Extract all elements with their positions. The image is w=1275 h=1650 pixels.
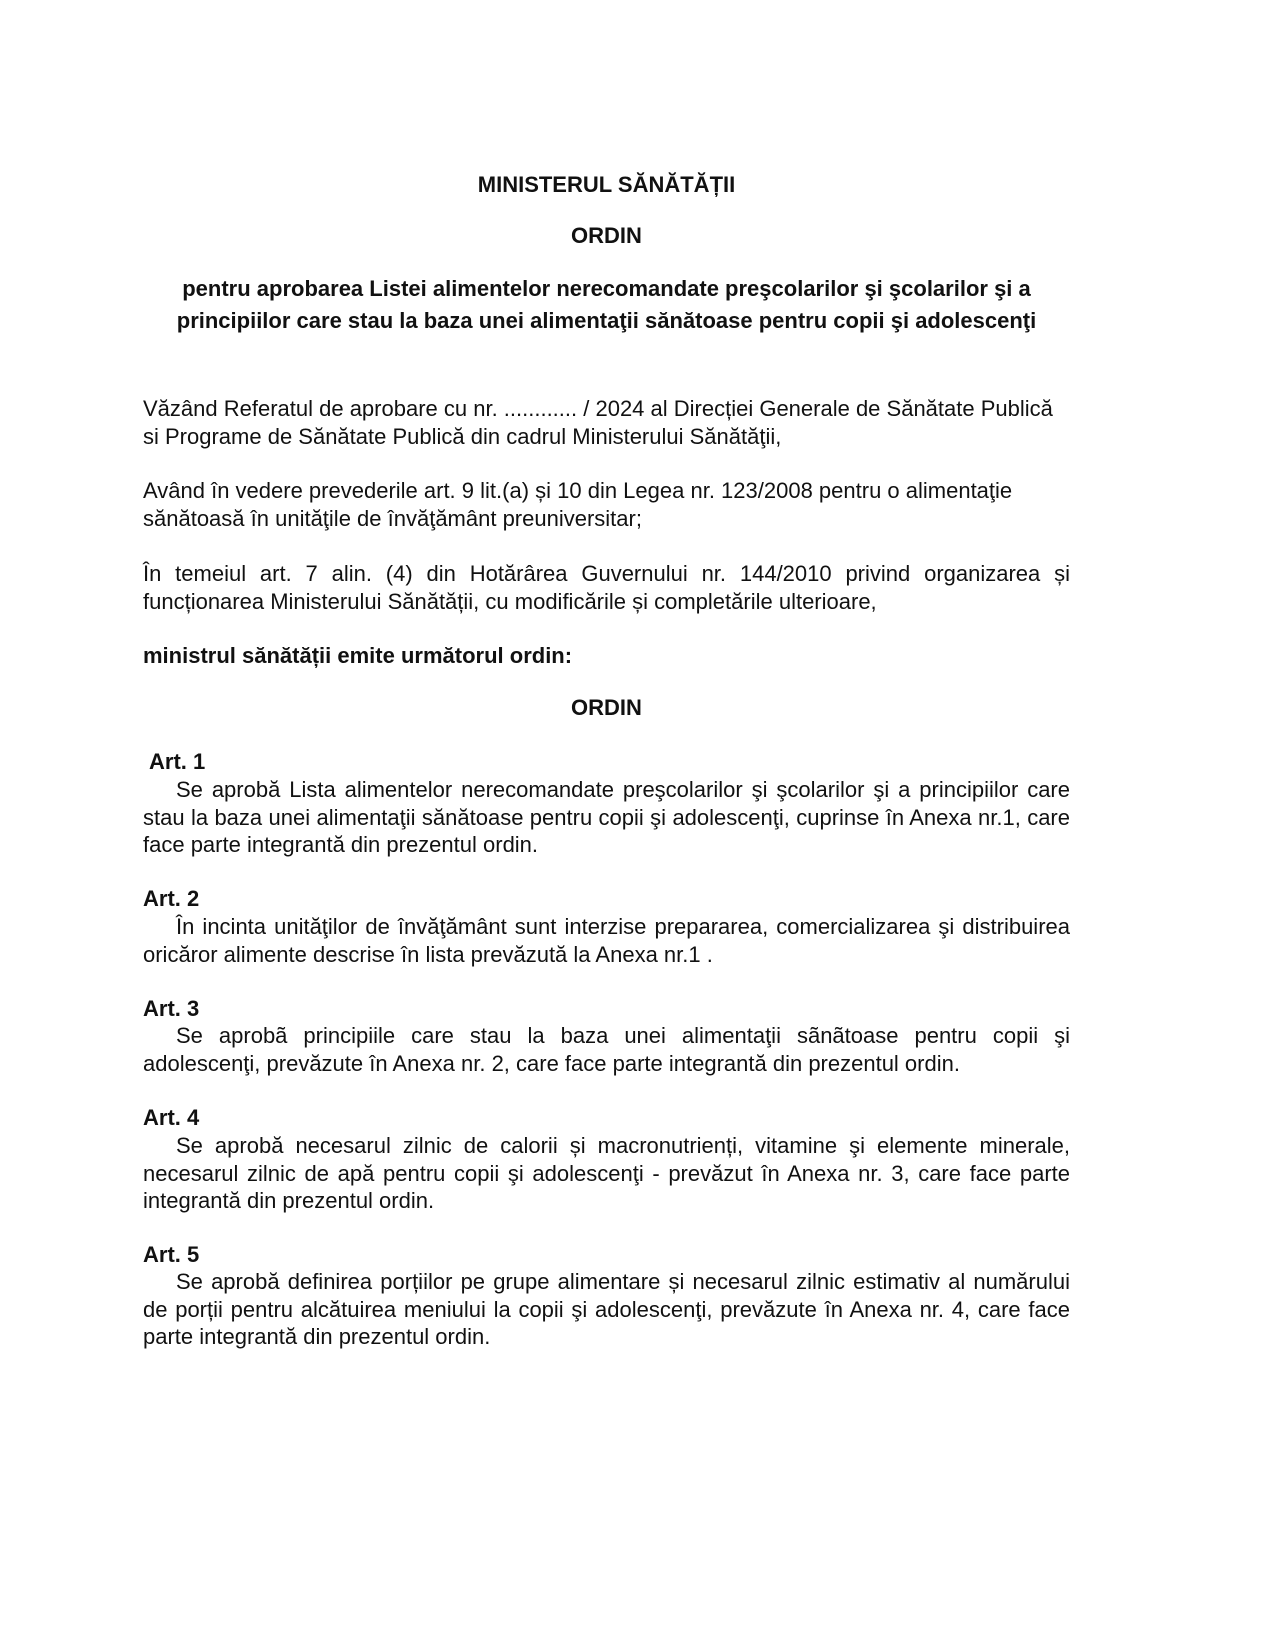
preamble-referat: Văzând Referatul de aprobare cu nr. ............ / 2024 al Direcției Generale de Sănătate Publică si Programe de Sănătate Publică din cadrul Ministerului Sănătăţii, [143, 396, 1053, 449]
article-5-title: Art. 5 [143, 1242, 200, 1267]
article-4-title: Art. 4 [143, 1105, 200, 1130]
article-5-text: Se aprobă definirea porțiilor pe grupe alimentare și necesarul zilnic estimativ al numărului de porții pentru alcătuirea meniului la copii şi adolescenţi, prevăzute în Anexa nr. 4, care face parte integrantă din prezentul ordin. [143, 1269, 1070, 1349]
order-heading: ORDIN [571, 695, 642, 720]
article-1-text: Se aprobă Lista alimentelor nerecomandate preşcolarilor şi şcolarilor şi a principiilor care stau la baza unei alimentaţii sănătoase pentru copii şi adolescenţi, cuprinse în Anexa nr.1, care face parte integrantă din prezentul ordin. [143, 777, 1070, 857]
article-4-text: Se aprobă necesarul zilnic de calorii și macronutrienți, vitamine şi elemente minerale, necesarul zilnic de apă pentru copii şi adolescenţi - prevăzut în Anexa nr. 3, care face parte integrantă din prezentul ordin. [143, 1133, 1070, 1213]
document-subtitle: pentru aprobarea Listei alimentelor nerecomandate preşcolarilor şi şcolarilor şi a principiilor care stau la baza unei alimentaţii sănătoase pentru copii şi adolescenţi [176, 276, 1037, 333]
article-3-title: Art. 3 [143, 996, 200, 1021]
ministry-heading: MINISTERUL SĂNĂTĂȚII [477, 172, 736, 197]
article-2-title: Art. 2 [143, 886, 200, 911]
article-2-text: În incinta unităţilor de învăţământ sunt interzise prepararea, comercializarea şi distribuirea oricăror alimente descrise în lista prevăzută la Anexa nr.1 . [143, 914, 1070, 967]
article-3-text: Se aprobã principiile care stau la baza unei alimentaţii sãnãtoase pentru copii şi adolescenţi, prevăzute în Anexa nr. 2, care face parte integrantă din prezentul ordin. [143, 1023, 1070, 1076]
article-1-title: Art. 1 [149, 749, 206, 774]
document-type-heading: ORDIN [571, 223, 642, 248]
preamble-legal-basis: Având în vedere prevederile art. 9 lit.(a) și 10 din Legea nr. 123/2008 pentru o alimentaţie sănătoasă în unităţile de învăţământ preuniversitar; [143, 478, 1013, 531]
preamble-hg-basis: În temeiul art. 7 alin. (4) din Hotărârea Guvernului nr. 144/2010 privind organizarea și funcționarea Ministerului Sănătății, cu modificările și completările ulterioare, [143, 561, 1070, 614]
issuer-line: ministrul sănătății emite următorul ordin: [143, 643, 573, 668]
